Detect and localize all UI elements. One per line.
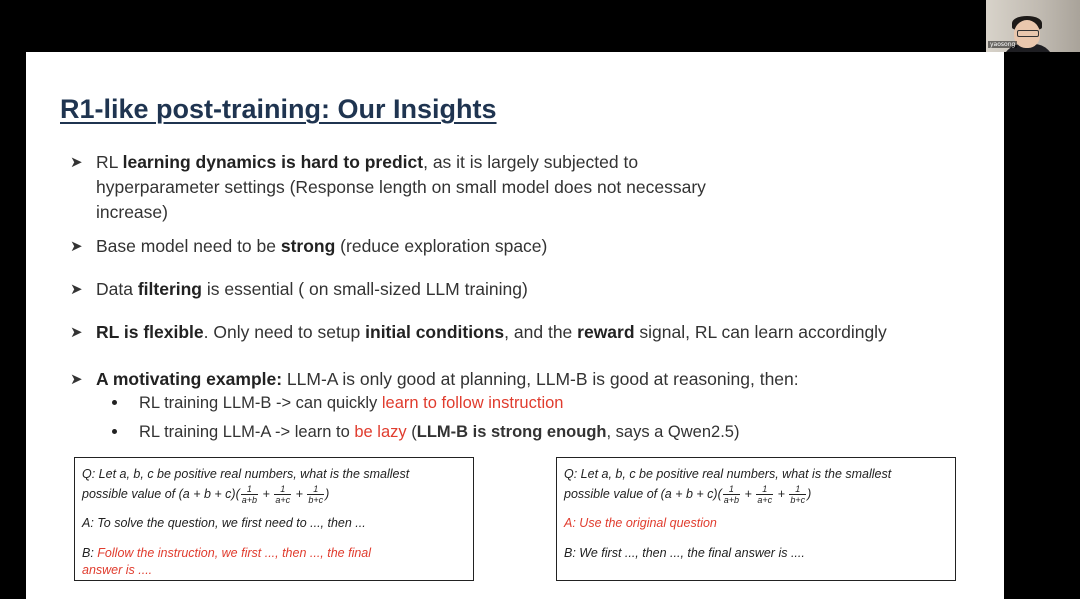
- fraction: $\frac{1}{a+b}$: [241, 484, 258, 505]
- answer-b-line-1: B: Follow the instruction, we first ..., then ..., the final: [82, 546, 372, 560]
- arrow-bullet-icon: ➤: [70, 238, 83, 255]
- presentation-slide: [26, 52, 1004, 599]
- example-box-llm-a: [74, 457, 474, 581]
- fraction: $\frac{1}{a+c}$: [275, 484, 291, 505]
- bullet-text: Data filtering is essential ( on small-sized LLM training): [96, 279, 528, 299]
- answer-a-line: A: To solve the question, we first need to ..., then ...: [82, 516, 366, 530]
- bullet-text: Base model need to be strong (reduce exploration space): [96, 236, 548, 256]
- dot-bullet-icon: [112, 429, 117, 434]
- participant-glasses: [1017, 30, 1039, 37]
- answer-b-line: B: We first ..., then ..., the final answer is ....: [564, 546, 805, 560]
- example-box-llm-b: [556, 457, 956, 581]
- fraction: $\frac{1}{a+c}$: [757, 484, 773, 505]
- answer-a-line: A: Use the original question: [564, 516, 717, 530]
- arrow-bullet-icon: ➤: [70, 154, 83, 171]
- bullet-text: hyperparameter settings (Response length on small model does not necessary: [96, 177, 706, 197]
- participant-name: yaosong: [990, 41, 1016, 48]
- bullet-text: increase): [96, 202, 168, 222]
- arrow-bullet-icon: ➤: [70, 324, 83, 341]
- question-line-2: possible value of (a + b + c)( $\frac{1}{a+b}$ + $\frac{1}{a+c}$ + $\frac{1}{b+c}$ ): [564, 484, 812, 505]
- sub-bullet-llm-b: RL training LLM-B -> can quickly learn to follow instruction: [112, 394, 563, 413]
- bullet-text: RL learning dynamics is hard to predict, as it is largely subjected to: [96, 152, 639, 172]
- bullet-text: RL is flexible. Only need to setup initial conditions, and the reward signal, RL can learn accordingly: [96, 322, 887, 342]
- bullet-text: A motivating example: LLM-A is only good at planning, LLM-B is good at reasoning, then:: [96, 369, 799, 389]
- slide-title: R1-like post-training: Our Insights: [60, 94, 497, 124]
- fraction: $\frac{1}{b+c}$: [790, 484, 806, 505]
- answer-b-line-2: answer is ....: [82, 563, 153, 577]
- sub-bullet-llm-a: RL training LLM-A -> learn to be lazy (LLM-B is strong enough, says a Qwen2.5): [112, 423, 739, 442]
- dot-bullet-icon: [112, 400, 117, 405]
- participant-video-thumbnail[interactable]: [986, 0, 1080, 52]
- arrow-bullet-icon: ➤: [70, 281, 83, 298]
- question-line-1: Q: Let a, b, c be positive real numbers, what is the smallest: [82, 467, 410, 481]
- arrow-bullet-icon: ➤: [70, 371, 83, 388]
- fraction: $\frac{1}{b+c}$: [308, 484, 324, 505]
- question-line-2: possible value of (a + b + c)( $\frac{1}{a+b}$ + $\frac{1}{a+c}$ + $\frac{1}{b+c}$ ): [82, 484, 330, 505]
- fraction: $\frac{1}{a+b}$: [723, 484, 740, 505]
- question-line-1: Q: Let a, b, c be positive real numbers, what is the smallest: [564, 467, 892, 481]
